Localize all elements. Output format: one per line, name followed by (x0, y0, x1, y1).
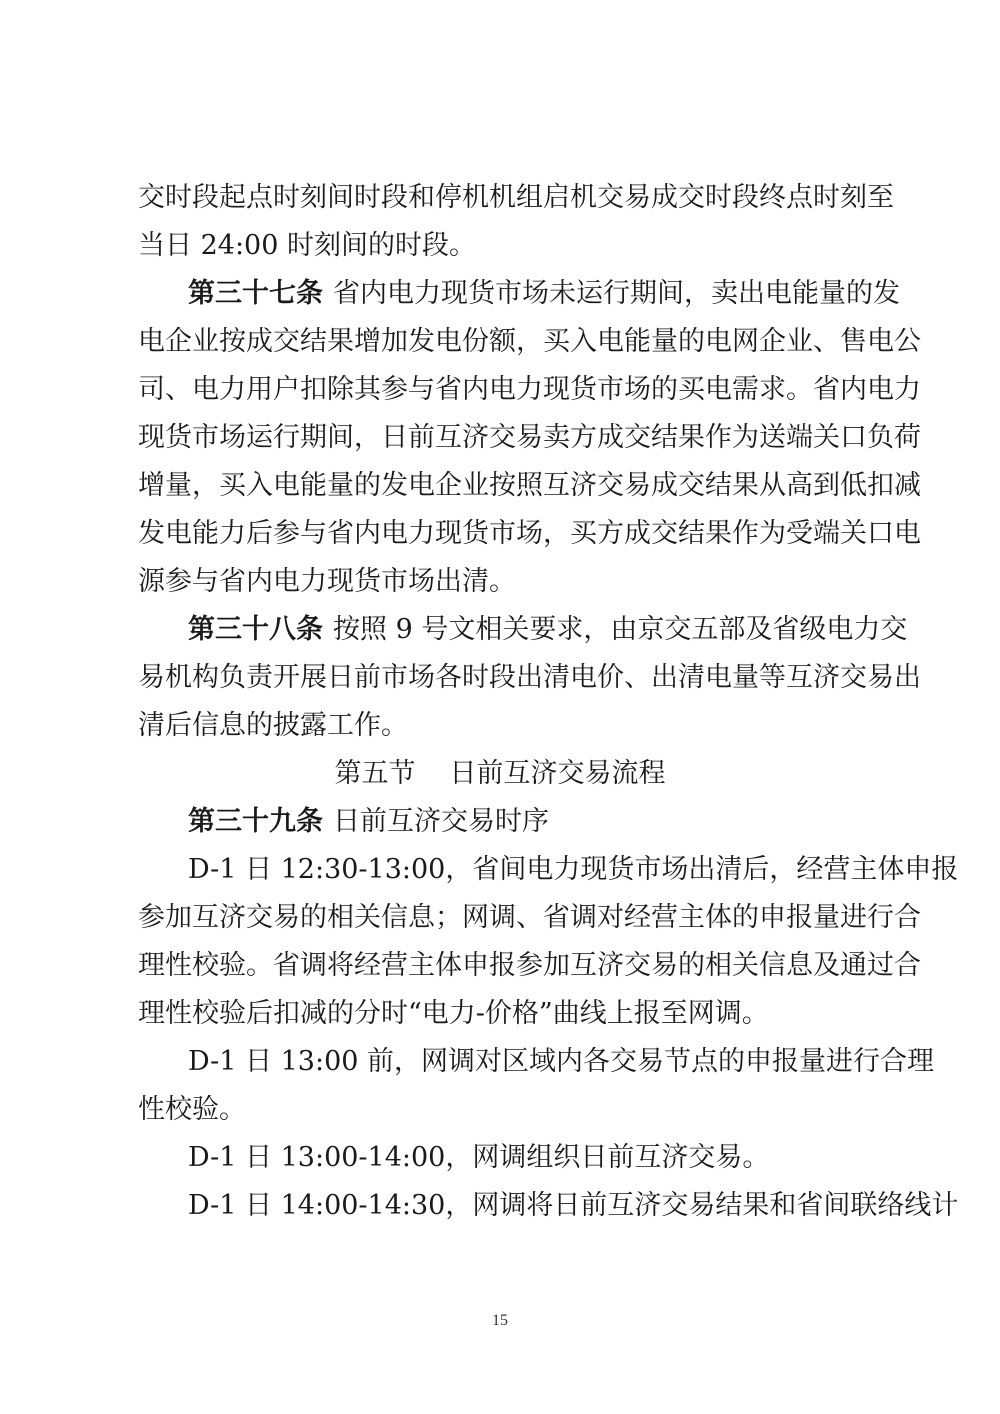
paragraph-text: 省内电力现货市场未运行期间，卖出电能量的发 (333, 278, 900, 309)
paragraph-line: 增量，买入电能量的发电企业按照互济交易成交结果从高到低扣减 (138, 470, 921, 501)
article-39-title: 日前互济交易时序 (333, 806, 549, 837)
paragraph-line: 源参与省内电力现货市场出清。 (138, 566, 516, 597)
paragraph-line: 交时段起点时刻间时段和停机机组启机交易成交时段终点时刻至 (138, 182, 894, 213)
paragraph-line: D-1 日 13:00 前，网调对区域内各交易节点的申报量进行合理 (188, 1046, 935, 1077)
paragraph-line: 发电能力后参与省内电力现货市场，买方成交结果作为受端关口电 (138, 518, 921, 549)
article-37-heading: 第三十七条 (188, 278, 323, 309)
paragraph-line: 清后信息的披露工作。 (138, 710, 408, 741)
paragraph-line: D-1 日 12:30-13:00，省间电力现货市场出清后，经营主体申报 (188, 854, 959, 885)
paragraph-line: 性校验。 (138, 1094, 246, 1125)
paragraph-line: 参加互济交易的相关信息；网调、省调对经营主体的申报量进行合 (138, 902, 921, 933)
article-38-first-line (188, 608, 908, 652)
paragraph-line: D-1 日 14:00-14:30，网调将日前互济交易结果和省间联络线计 (188, 1190, 959, 1221)
paragraph-text: 按照 9 号文相关要求，由京交五部及省级电力交 (333, 614, 908, 645)
paragraph-line: 易机构负责开展日前市场各时段出清电价、出清电量等互济交易出 (138, 662, 921, 693)
paragraph-line: 当日 24:00 时刻间的时段。 (138, 230, 476, 261)
paragraph-line: 理性校验。省调将经营主体申报参加互济交易的相关信息及通过合 (138, 950, 921, 981)
paragraph-line: 电企业按成交结果增加发电份额，买入电能量的电网企业、售电公 (138, 326, 921, 357)
section-title: 日前互济交易流程 (449, 758, 666, 789)
paragraph-line: D-1 日 13:00-14:00，网调组织日前互济交易。 (188, 1142, 770, 1173)
article-39-heading: 第三十九条 (188, 806, 323, 837)
article-39-line (188, 800, 862, 844)
page-number: 15 (492, 1312, 508, 1329)
paragraph-line: 理性校验后扣减的分时“电力-价格”曲线上报至网调。 (138, 998, 769, 1029)
paragraph-line: 现货市场运行期间，日前互济交易卖方成交结果作为送端关口负荷 (138, 422, 921, 453)
section-heading (138, 752, 862, 796)
paragraph-line: 司、电力用户扣除其参与省内电力现货市场的买电需求。省内电力 (138, 374, 921, 405)
article-37-first-line (188, 272, 900, 316)
section-number: 第五节 (334, 758, 416, 789)
article-38-heading: 第三十八条 (188, 614, 323, 645)
